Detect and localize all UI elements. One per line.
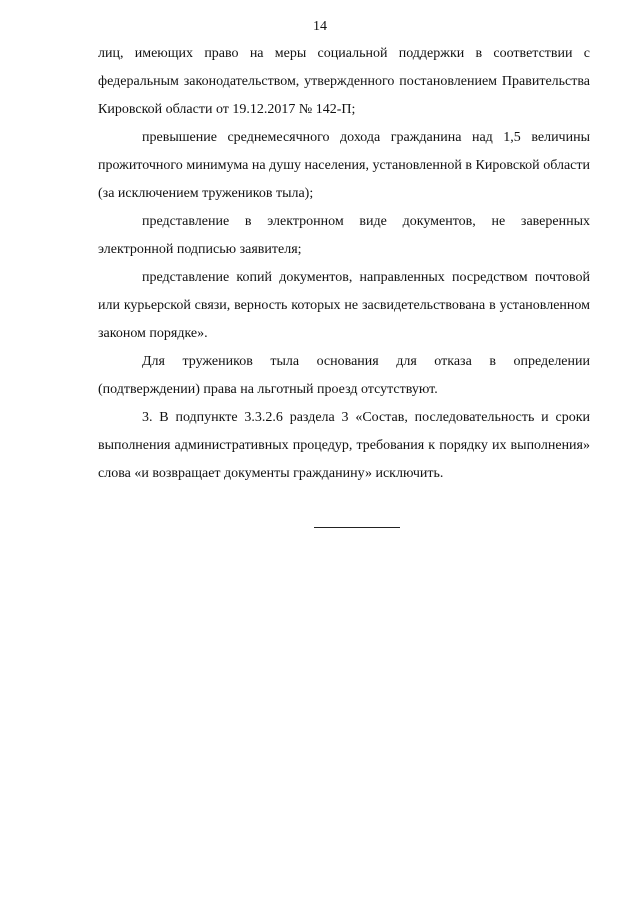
paragraph-copies: представление копий документов, направленных посредством почтовой или курьерской связи, верность которых не засвидетельствована в установленном законом порядке». — [98, 270, 590, 341]
end-of-document-rule — [314, 527, 400, 528]
paragraph-home-front-workers: Для тружеников тыла основания для отказа в определении (подтверждении) права на льготный проезд отсутствуют. — [98, 354, 590, 397]
paragraph-continuation: лиц, имеющих право на меры социальной поддержки в соответствии с федеральным законодательством, утвержденного постановлением Правительства Кировской области от 19.12.2017 № 142-П; — [98, 46, 590, 117]
paragraph-electronic-docs: представление в электронном виде документов, не заверенных электронной подписью заявителя; — [98, 214, 590, 257]
paragraph-income-excess: превышение среднемесячного дохода гражданина над 1,5 величины прожиточного минимума на душу населения, установленной в Кировской области (за исключением тружеников тыла); — [98, 130, 590, 201]
document-body — [98, 40, 590, 488]
page-number: 14 — [313, 19, 327, 34]
paragraph-amendment-3: 3. В подпункте 3.3.2.6 раздела 3 «Состав, последовательность и сроки выполнения административных процедур, требования к порядку их выполнения» слова «и возвращает документы гражданину» исключить. — [98, 410, 590, 481]
